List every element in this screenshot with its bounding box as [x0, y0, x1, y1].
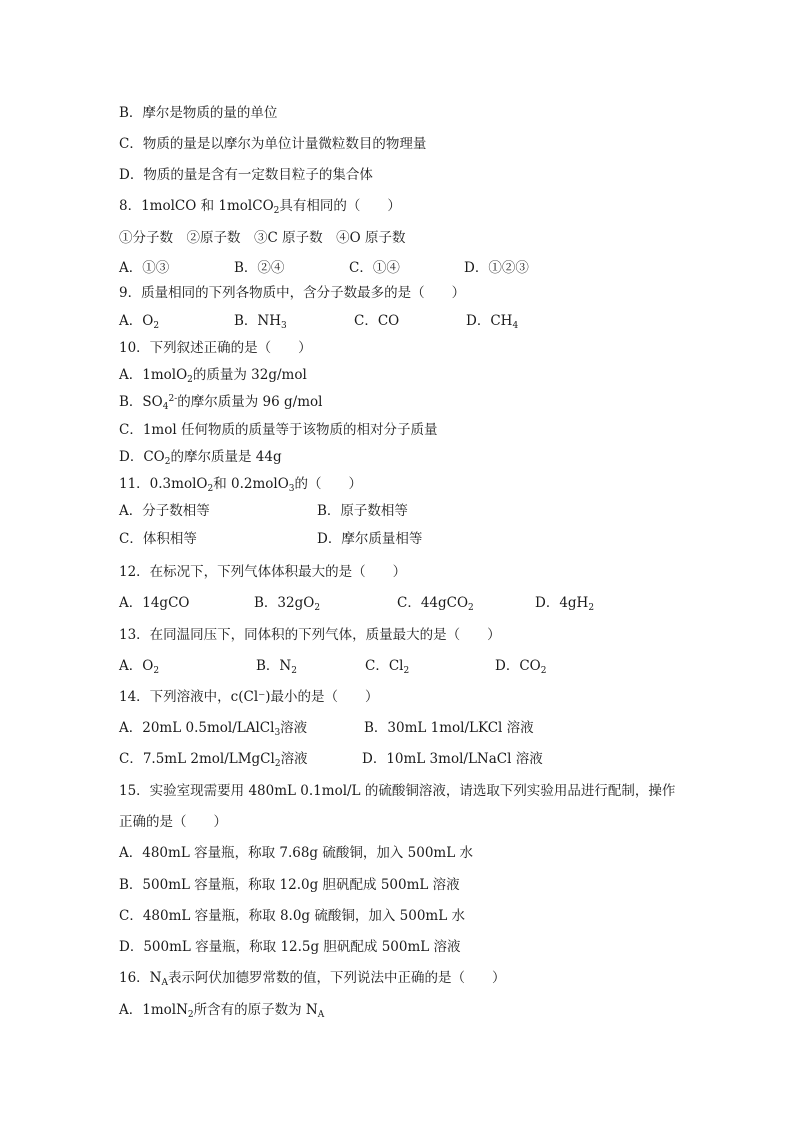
q8-option-a: A．①③ [119, 260, 170, 276]
q15-option-b: B．500mL 容量瓶，称取 12.0g 胆矾配成 500mL 溶液 [119, 877, 460, 893]
q9-option-c: C．CO [354, 313, 400, 329]
q7-option-b: B．摩尔是物质的量的单位 [119, 105, 278, 121]
q14-option-d: D．10mL 3mol/LNaCl 溶液 [362, 751, 543, 767]
q14-stem: 14．下列溶液中，c(Cl⁻)最小的是（ ） [119, 689, 379, 705]
q14-option-b: B．30mL 1mol/LKCl 溶液 [364, 720, 534, 736]
q14-option-c: C．7.5mL 2mol/LMgCl$_2$溶液 [119, 751, 308, 769]
q7-option-c: C．物质的量是以摩尔为单位计量微粒数目的物理量 [119, 136, 427, 152]
q15-option-a: A．480mL 容量瓶，称取 7.68g 硫酸铜，加入 500mL 水 [119, 845, 473, 861]
q12-option-a: A．14gCO [119, 595, 190, 611]
q9-option-a: A．$O_2$ [119, 313, 160, 331]
q11-option-b: B．原子数相等 [317, 503, 408, 519]
q14-option-a: A．20mL 0.5mol/LAlCl$_3$溶液 [119, 720, 308, 738]
q12-option-c: C．44gCO$_2$ [397, 595, 474, 613]
q11-option-a: A．分子数相等 [119, 503, 210, 519]
q13-stem: 13．在同温同压下，同体积的下列气体，质量最大的是（ ） [119, 627, 501, 643]
q11-option-d: D．摩尔质量相等 [317, 531, 423, 547]
q10-option-b: B．$SO_4^{2-}$的摩尔质量为 96 g/mol [119, 394, 323, 412]
q13-option-a: A．$O_2$ [119, 658, 160, 676]
q8-statements: ①分子数 ②原子数 ③C 原子数 ④O 原子数 [119, 230, 406, 246]
q9-stem: 9．质量相同的下列各物质中，含分子数最多的是（ ） [119, 285, 466, 301]
q12-stem: 12．在标况下，下列气体体积最大的是（ ） [119, 564, 407, 580]
q13-option-d: D．$CO_2$ [495, 658, 547, 676]
q13-option-b: B．$N_2$ [256, 658, 297, 676]
q8-option-b: B．②④ [234, 260, 285, 276]
q16-stem: 16．$N_A$表示阿伏加德罗常数的值，下列说法中正确的是（ ） [119, 970, 506, 988]
q7-option-d: D．物质的量是含有一定数目粒子的集合体 [119, 167, 373, 183]
q10-option-a: A．1molO$_2$的质量为 32g/mol [119, 367, 307, 385]
q15-stem: 15．实验室现需要用 480mL 0.1mol/L 的硫酸铜溶液，请选取下列实验用品进行配制，操作 [119, 783, 676, 799]
q10-option-d: D．$CO_2$的摩尔质量是 44g [119, 449, 282, 467]
q8-option-c: C．①④ [349, 260, 400, 276]
q16-option-a: A．1molN$_2$所含有的原子数为 $N_A$ [119, 1002, 325, 1020]
q11-stem: 11．0.3molO$_2$和 0.2molO$_3$的（ ） [119, 476, 363, 494]
q10-stem: 10．下列叙述正确的是（ ） [119, 340, 312, 356]
q9-option-b: B．$NH_3$ [234, 313, 287, 331]
q9-option-d: D．$CH_4$ [466, 313, 519, 331]
q13-option-c: C．$Cl_2$ [365, 658, 410, 676]
q8-option-d: D．①②③ [464, 260, 529, 276]
q11-option-c: C．体积相等 [119, 531, 197, 547]
q15-option-d: D．500mL 容量瓶，称取 12.5g 胆矾配成 500mL 溶液 [119, 939, 461, 955]
q12-option-d: D．$4gH_2$ [535, 595, 595, 613]
q10-option-c: C．1mol 任何物质的质量等于该物质的相对分子质量 [119, 422, 438, 438]
q15-stem-cont: 正确的是（ ） [119, 814, 227, 830]
q15-option-c: C．480mL 容量瓶，称取 8.0g 硫酸铜，加入 500mL 水 [119, 908, 465, 924]
q8-stem: 8．1molCO 和 1molCO$_2$具有相同的（ ） [119, 198, 401, 216]
q12-option-b: B．$32gO_2$ [254, 595, 321, 613]
